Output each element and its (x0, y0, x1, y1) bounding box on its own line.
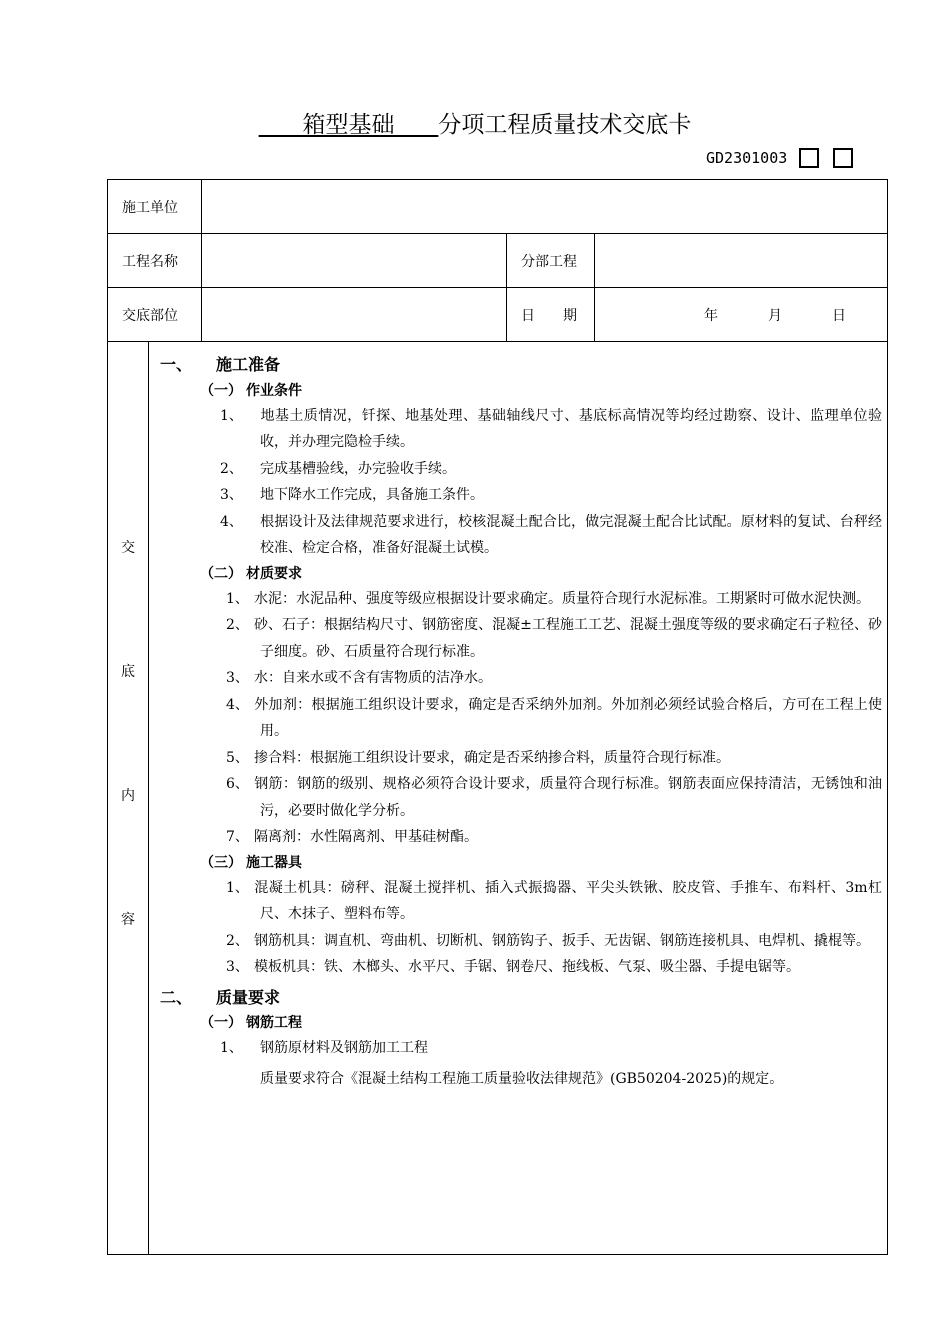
document-code-text: GD2301003 (706, 149, 788, 167)
list-item: 2、 砂、石子：根据结构尺寸、钢筋密度、混凝±工程施工工艺、混凝土强度等级的要求确定石子粒径、砂子细度。砂、石质量符合现行标准。 (226, 617, 882, 660)
list-item: 1、 水泥：水泥品种、强度等级应根据设计要求确定。质量符合现行水泥标准。工期紧时可做水泥快测。 (226, 590, 870, 607)
list-item: 6、 钢筋：钢筋的级别、规格必须符合设计要求，质量符合现行标准。钢筋表面应保持清洁，无锈蚀和油污，必要时做化学分析。 (226, 776, 882, 819)
list-item: 1、 钢筋原材料及钢筋加工工程 (220, 1040, 428, 1056)
header-table (107, 179, 888, 342)
unit-field[interactable] (202, 180, 888, 234)
section-heading: 一、 施工准备 (160, 355, 281, 374)
subsection-heading: （一） 作业条件 (200, 382, 302, 399)
content-box (107, 342, 888, 1255)
title-project-type: 箱型基础 (302, 112, 395, 138)
date-month: 月 (768, 307, 782, 324)
document-title (0, 106, 950, 139)
list-item: 2、 完成基槽验线，办完验收手续。 (220, 460, 456, 477)
list-item: 2、 钢筋机具：调直机、弯曲机、切断机、钢筋钩子、扳手、无齿锯、钢筋连接机具、电焊机、撬棍等。 (226, 932, 870, 949)
part-label: 交底部位 (108, 288, 202, 342)
date-year: 年 (704, 307, 718, 324)
list-item: 3、 水：自来水或不含有害物质的洁净水。 (226, 670, 492, 686)
list-item: 1、 混凝土机具：磅秤、混凝土搅拌机、插入式振捣器、平尖头铁锹、胶皮管、手推车、布料杆、3m杠尺、木抹子、塑料布等。 (226, 879, 882, 922)
content-body (160, 350, 882, 1092)
code-checkbox-1[interactable] (799, 148, 819, 168)
list-item: 4、 外加剂：根据施工组织设计要求，确定是否采纳外加剂。外加剂必须经试验合格后，方可在工程上使用。 (226, 696, 882, 739)
part-field[interactable] (202, 288, 507, 342)
list-item: 5、 掺合料：根据施工组织设计要求，确定是否采纳掺合料，质量符合现行标准。 (226, 749, 730, 766)
subproject-label: 分部工程 (507, 234, 595, 288)
list-item: 3、 地下降水工作完成，具备施工条件。 (220, 487, 484, 503)
side-label-char: 底 (121, 664, 135, 680)
row-unit (108, 180, 888, 234)
subsection-heading: （三） 施工器具 (200, 854, 302, 871)
list-item: 7、 隔离剂：水性隔离剂、甲基硅树酯。 (226, 829, 478, 845)
quality-note: 质量要求符合《混凝土结构工程施工质量验收法律规范》(GB50204-2025)的规定。 (260, 1070, 784, 1087)
list-item: 4、 根据设计及法律规范要求进行，校核混凝土配合比，做完混凝土配合比试配。原材料的复试、台秤经校准、检定合格，准备好混凝土试模。 (220, 513, 882, 556)
title-suffix: 分项工程质量技术交底卡 (438, 112, 692, 138)
list-item: 3、 模板机具：铁、木榔头、水平尺、手锯、钢卷尺、拖线板、气泵、吸尘器、手提电锯等。 (226, 959, 800, 975)
date-day: 日 (832, 307, 846, 324)
project-field[interactable] (202, 234, 507, 288)
section-heading: 二、 质量要求 (160, 987, 281, 1007)
subsection-heading: （一） 钢筋工程 (200, 1015, 302, 1031)
project-label: 工程名称 (108, 234, 202, 288)
side-label-column (108, 342, 149, 1254)
date-field[interactable] (595, 288, 888, 342)
code-checkbox-2[interactable] (833, 148, 853, 168)
subsection-heading: （二） 材质要求 (200, 565, 302, 582)
list-item: 1、 地基土质情况，钎探、地基处理、基础轴线尺寸、基底标高情况等均经过勘察、设计、监理单位验收，并办理完隐检手续。 (220, 407, 882, 450)
side-label-char: 内 (121, 788, 135, 804)
subproject-field[interactable] (595, 234, 888, 288)
side-label-char: 容 (121, 912, 135, 928)
row-project (108, 234, 888, 288)
row-part (108, 288, 888, 342)
document-code (706, 148, 853, 168)
date-label: 日 期 (507, 288, 595, 342)
unit-label: 施工单位 (108, 180, 202, 234)
side-label-char: 交 (121, 540, 135, 556)
